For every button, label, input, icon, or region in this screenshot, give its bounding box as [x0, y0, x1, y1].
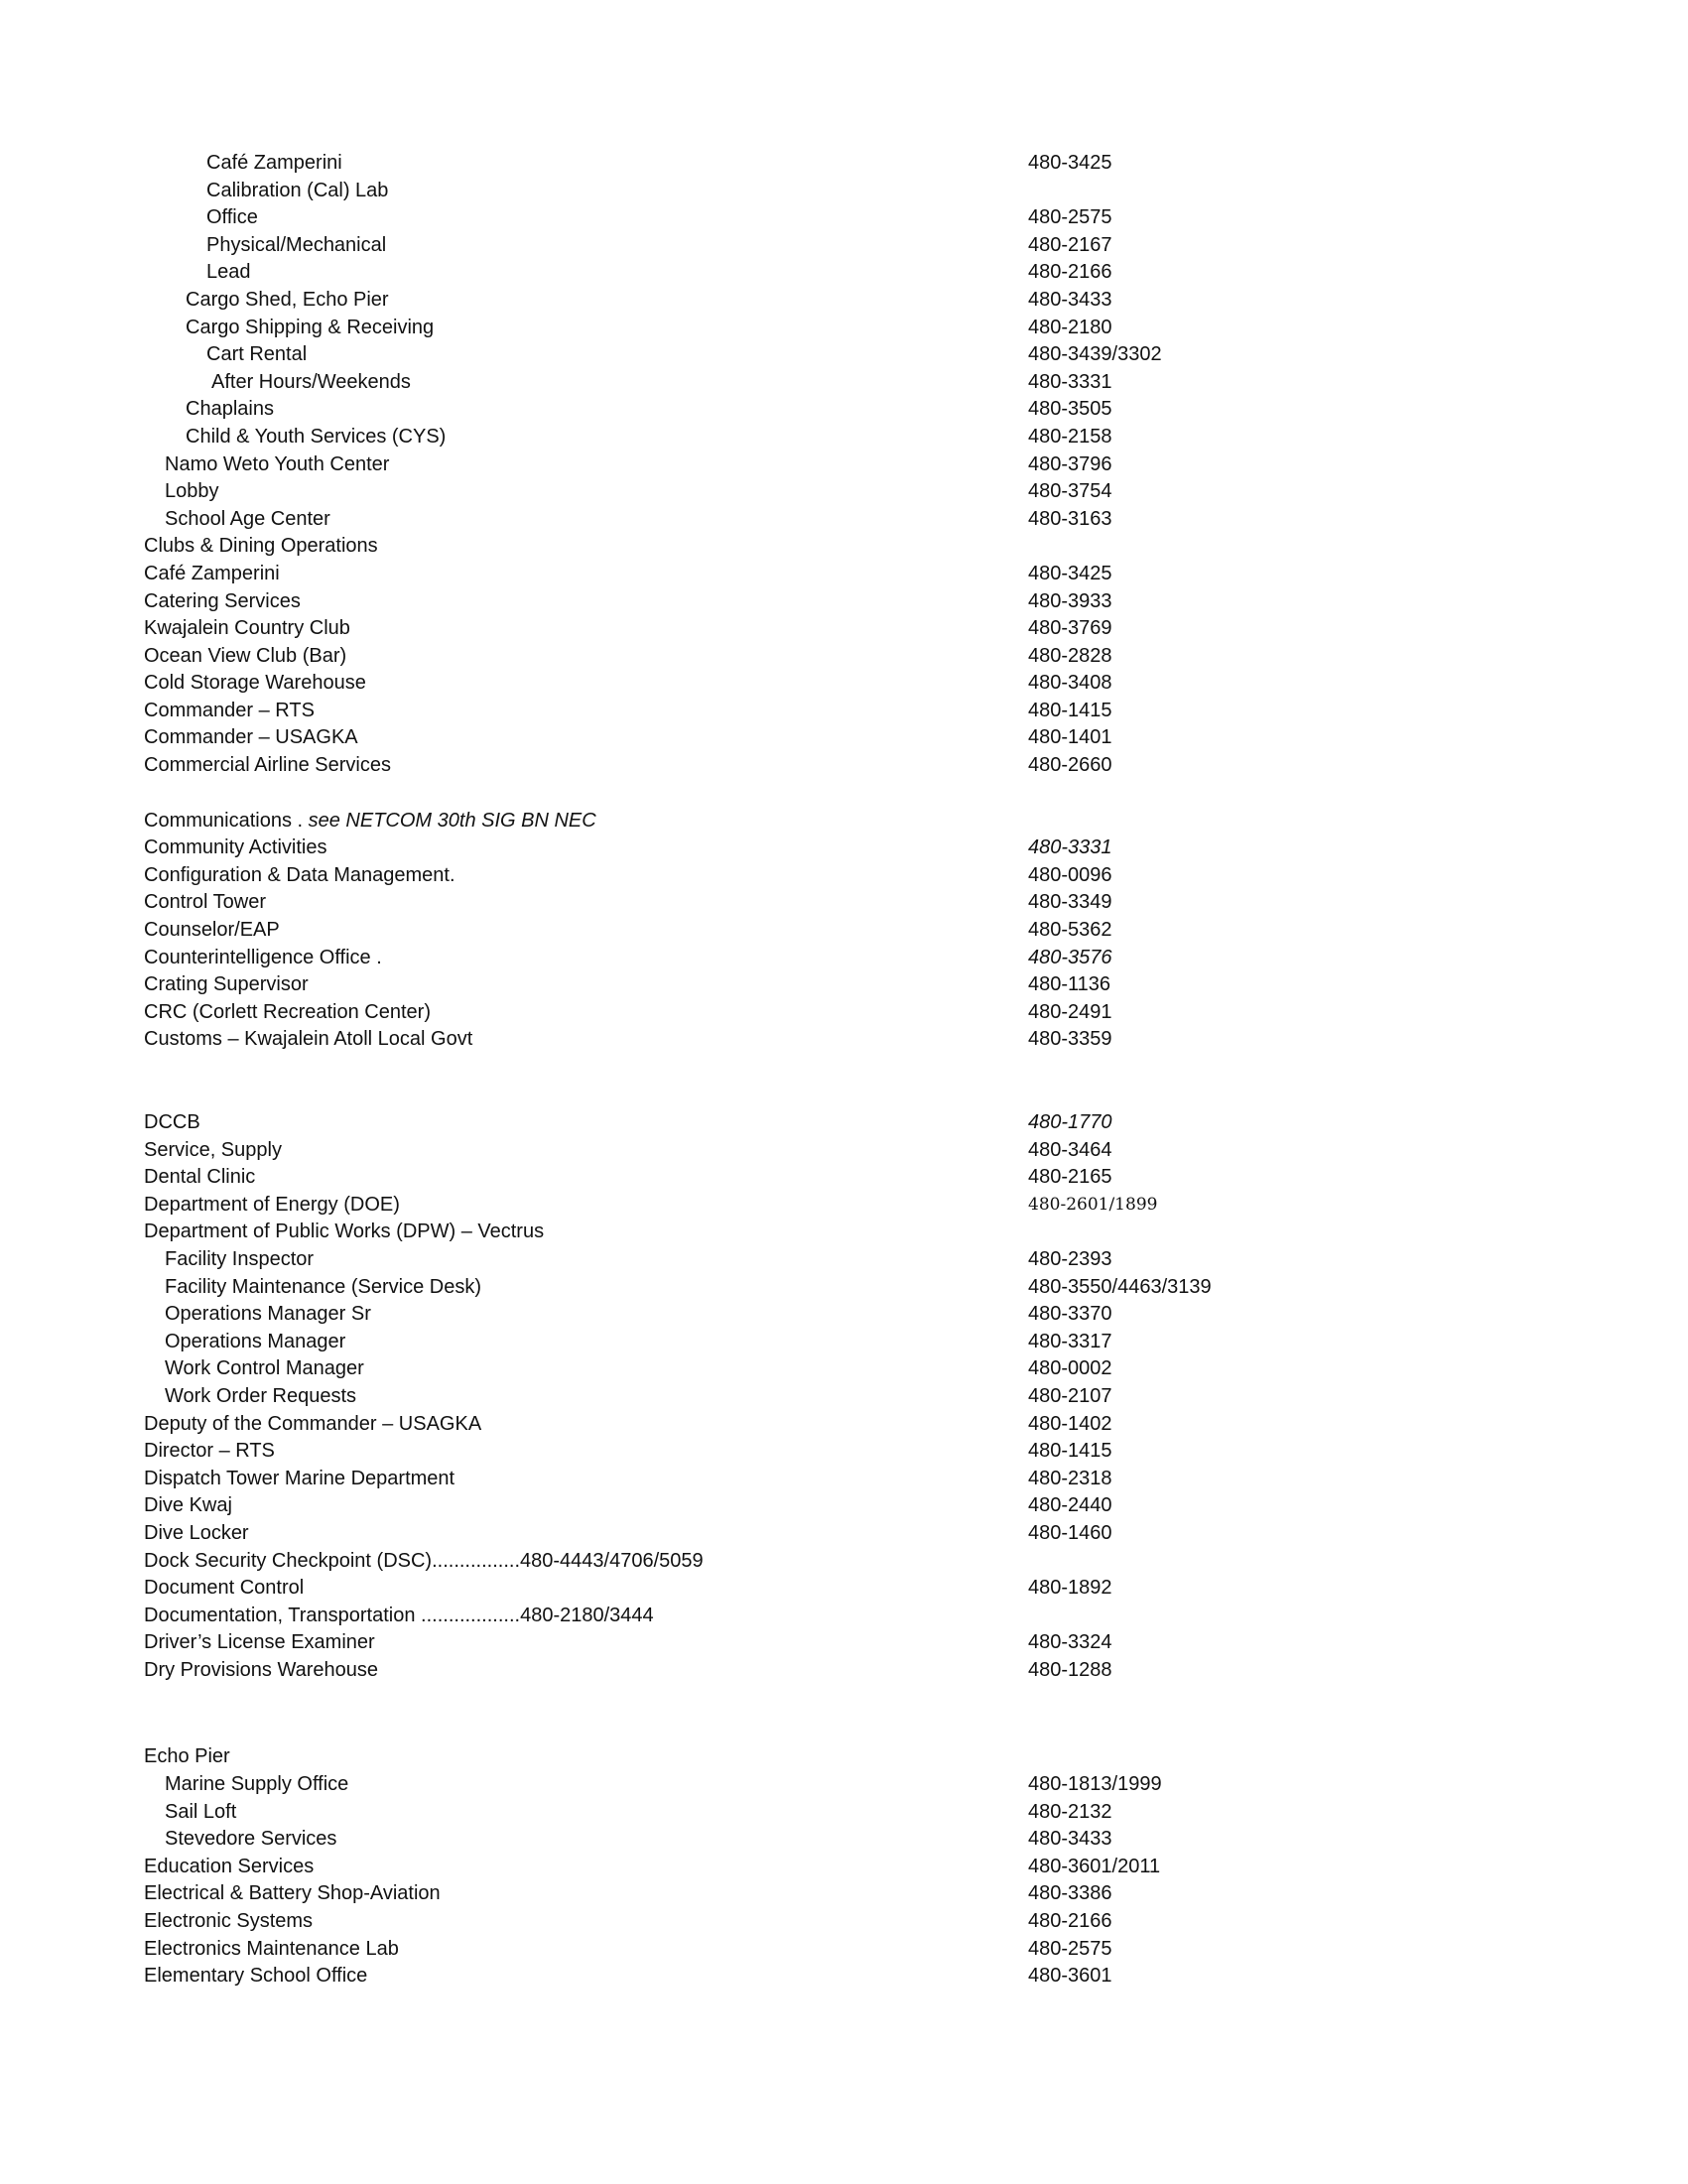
- entry-name: DCCB: [144, 1111, 200, 1133]
- list-item: [0, 259, 1688, 287]
- entry-phone: 480-3464: [1028, 1138, 1112, 1161]
- list-item: [0, 670, 1688, 698]
- entry-phone: 480-3796: [1028, 452, 1112, 475]
- entry-name: Clubs & Dining Operations: [144, 535, 378, 558]
- entry-phone: 480-3754: [1028, 480, 1112, 503]
- list-item: [0, 178, 1688, 205]
- entry-name: Customs – Kwajalein Atoll Local Govt: [144, 1028, 473, 1051]
- list-item: [0, 1109, 1688, 1137]
- entry-phone: 480-4443/4706/5059: [520, 1549, 704, 1572]
- entry-phone: 480-3370: [1028, 1303, 1112, 1326]
- entry-phone: 480-3331: [1028, 836, 1112, 859]
- list-item: [0, 1629, 1688, 1657]
- entry-phone: 480-2132: [1028, 1800, 1112, 1823]
- list-item: [0, 1963, 1688, 1991]
- entry-name: Dive Kwaj: [144, 1494, 232, 1517]
- see-reference: see NETCOM 30th SIG BN NEC: [308, 809, 596, 832]
- entry-name: Community Activities: [144, 836, 327, 859]
- entry-phone: 480-3576: [1028, 946, 1112, 968]
- entry-name: Director – RTS: [144, 1440, 275, 1463]
- list-item: [0, 1575, 1688, 1603]
- entry-name: Namo Weto Youth Center: [165, 452, 390, 475]
- entry-phone: 480-3317: [1028, 1330, 1112, 1352]
- entry-name: Dive Locker: [144, 1521, 249, 1544]
- entry-phone: 480-2180/3444: [520, 1604, 654, 1626]
- list-item: [0, 1880, 1688, 1908]
- entry-phone: 480-0096: [1028, 863, 1112, 886]
- entry-phone: 480-1136: [1028, 973, 1111, 996]
- list-item: [0, 1466, 1688, 1493]
- entry-phone: 480-2318: [1028, 1467, 1112, 1489]
- entry-name: Work Control Manager: [165, 1357, 364, 1380]
- entry-name: Cargo Shed, Echo Pier: [186, 288, 389, 311]
- entry-phone: 480-1813/1999: [1028, 1773, 1162, 1796]
- directory-list: [0, 150, 1688, 1991]
- entry-name: Counselor/EAP: [144, 919, 280, 942]
- entry-phone: 480-3163: [1028, 507, 1112, 530]
- list-item: [0, 643, 1688, 671]
- entry-name: After Hours/Weekends: [211, 370, 411, 393]
- entry-name: Operations Manager: [165, 1330, 346, 1352]
- entry-name: School Age Center: [165, 507, 330, 530]
- entry-name: Dock Security Checkpoint (DSC)................480-4443/4706/5059: [144, 1549, 704, 1572]
- entry-name: Dry Provisions Warehouse: [144, 1658, 379, 1681]
- entry-phone: 480-2165: [1028, 1166, 1112, 1189]
- list-item: [0, 1301, 1688, 1329]
- entry-name: Catering Services: [144, 589, 301, 612]
- entry-phone: 480-2167: [1028, 233, 1112, 256]
- entry-phone: 480-2828: [1028, 644, 1112, 667]
- list-item: [0, 232, 1688, 260]
- list-item: [0, 533, 1688, 561]
- entry-name: Ocean View Club (Bar): [144, 644, 347, 667]
- entry-phone: 480-1415: [1028, 699, 1112, 721]
- list-item: [0, 1026, 1688, 1054]
- entry-phone: 480-2601/1899: [1028, 1194, 1158, 1215]
- entry-name: Electronics Maintenance Lab: [144, 1937, 399, 1960]
- list-item: [0, 588, 1688, 616]
- list-item: [0, 615, 1688, 643]
- entry-phone: 480-2575: [1028, 206, 1112, 229]
- list-item: [0, 752, 1688, 780]
- entry-name: Cart Rental: [206, 343, 308, 366]
- entry-phone: 480-2166: [1028, 1910, 1112, 1933]
- list-item: [0, 1492, 1688, 1520]
- entry-name: Facility Inspector: [165, 1247, 315, 1270]
- entry-name: Department of Public Works (DPW) – Vectrus: [144, 1220, 545, 1243]
- list-item: [0, 835, 1688, 862]
- entry-phone: 480-3601: [1028, 1965, 1112, 1988]
- list-item: [0, 808, 1688, 835]
- entry-phone: 480-3933: [1028, 589, 1112, 612]
- entry-name: Electrical & Battery Shop-Aviation: [144, 1882, 441, 1905]
- entry-name: Department of Energy (DOE): [144, 1193, 400, 1216]
- entry-name: Dental Clinic: [144, 1166, 256, 1189]
- entry-phone: 480-2107: [1028, 1384, 1112, 1407]
- entry-phone: 480-2393: [1028, 1247, 1112, 1270]
- list-item: [0, 1164, 1688, 1192]
- list-item: [0, 1771, 1688, 1799]
- entry-name: Café Zamperini: [206, 152, 342, 174]
- list-item: [0, 1936, 1688, 1964]
- entry-phone: 480-3349: [1028, 891, 1112, 914]
- entry-name: Chaplains: [186, 398, 274, 421]
- entry-phone: 480-1288: [1028, 1658, 1112, 1681]
- list-item: [0, 971, 1688, 999]
- entry-phone: 480-3505: [1028, 398, 1112, 421]
- entry-name: Cargo Shipping & Receiving: [186, 316, 435, 338]
- entry-name: Lead: [206, 261, 251, 284]
- entry-name: Dispatch Tower Marine Department: [144, 1467, 455, 1489]
- entry-name: Stevedore Services: [165, 1828, 337, 1851]
- entry-name: Crating Supervisor: [144, 973, 309, 996]
- list-item: [0, 1799, 1688, 1827]
- list-item: [0, 1355, 1688, 1383]
- entry-phone: 480-3408: [1028, 672, 1112, 695]
- entry-phone: 480-2158: [1028, 425, 1112, 448]
- entry-name: Calibration (Cal) Lab: [206, 179, 389, 201]
- list-item: [0, 1743, 1688, 1771]
- entry-phone: 480-0002: [1028, 1357, 1112, 1380]
- entry-name: Control Tower: [144, 891, 267, 914]
- entry-name: Electronic Systems: [144, 1910, 314, 1933]
- entry-phone: 480-1415: [1028, 1440, 1112, 1463]
- list-item: [0, 451, 1688, 479]
- list-item: [0, 341, 1688, 369]
- list-item: [0, 424, 1688, 451]
- entry-name: Deputy of the Commander – USAGKA: [144, 1412, 482, 1435]
- list-item: [0, 1137, 1688, 1165]
- entry-name: Education Services: [144, 1855, 315, 1877]
- dot-leader: ..................: [421, 1604, 521, 1626]
- list-item: [0, 204, 1688, 232]
- list-item: [0, 1854, 1688, 1881]
- entry-phone: 480-1892: [1028, 1577, 1112, 1600]
- list-item: [0, 698, 1688, 725]
- list-item: [0, 1657, 1688, 1685]
- list-item: [0, 1219, 1688, 1246]
- entry-name: Elementary School Office: [144, 1965, 368, 1988]
- entry-name: Sail Loft: [165, 1800, 237, 1823]
- list-item: [0, 478, 1688, 506]
- entry-name: Cold Storage Warehouse: [144, 672, 366, 695]
- entry-name: Echo Pier: [144, 1745, 230, 1768]
- entry-name: Office: [206, 206, 258, 229]
- entry-name: Communications . see NETCOM 30th SIG BN NEC: [144, 809, 596, 832]
- entry-phone: 480-2440: [1028, 1494, 1112, 1517]
- entry-phone: 480-2166: [1028, 261, 1112, 284]
- entry-name: Documentation, Transportation ..................480-2180/3444: [144, 1604, 654, 1626]
- list-item: [0, 724, 1688, 752]
- list-item: [0, 1908, 1688, 1936]
- entry-name: Commercial Airline Services: [144, 754, 391, 777]
- entry-name: Commander – RTS: [144, 699, 315, 721]
- list-item: [0, 1274, 1688, 1302]
- list-item: [0, 889, 1688, 917]
- entry-phone: 480-1460: [1028, 1521, 1112, 1544]
- list-item: [0, 287, 1688, 315]
- entry-phone: 480-3425: [1028, 562, 1112, 584]
- entry-name: Counterintelligence Office .: [144, 946, 382, 968]
- list-item: [0, 945, 1688, 972]
- entry-name: Operations Manager Sr: [165, 1303, 371, 1326]
- entry-name: Work Order Requests: [165, 1384, 357, 1407]
- entry-phone: 480-3386: [1028, 1882, 1112, 1905]
- entry-name: Kwajalein Country Club: [144, 617, 350, 640]
- entry-name: Physical/Mechanical: [206, 233, 387, 256]
- entry-phone: 480-3433: [1028, 1828, 1112, 1851]
- entry-name: Lobby: [165, 480, 219, 503]
- entry-name: Service, Supply: [144, 1138, 282, 1161]
- entry-name: Configuration & Data Management.: [144, 863, 455, 886]
- entry-phone: 480-2180: [1028, 316, 1112, 338]
- entry-phone: 480-3425: [1028, 152, 1112, 174]
- list-item: [0, 1329, 1688, 1356]
- dot-leader: ................: [432, 1549, 520, 1572]
- list-item: [0, 999, 1688, 1027]
- entry-phone: 480-3769: [1028, 617, 1112, 640]
- list-item: [0, 917, 1688, 945]
- entry-name: Facility Maintenance (Service Desk): [165, 1275, 481, 1298]
- list-item: [0, 1383, 1688, 1411]
- list-item: [0, 369, 1688, 397]
- entry-phone: 480-2491: [1028, 1000, 1112, 1023]
- entry-phone: 480-2660: [1028, 754, 1112, 777]
- list-item: [0, 1520, 1688, 1548]
- list-item: [0, 1438, 1688, 1466]
- list-item: [0, 150, 1688, 178]
- list-item: [0, 1192, 1688, 1220]
- entry-phone: 480-3359: [1028, 1028, 1112, 1051]
- list-item: [0, 1826, 1688, 1854]
- list-item: [0, 315, 1688, 342]
- list-item: [0, 506, 1688, 534]
- entry-name: Child & Youth Services (CYS): [186, 425, 447, 448]
- list-item: [0, 862, 1688, 890]
- entry-phone: 480-1401: [1028, 726, 1112, 749]
- entry-name: Café Zamperini: [144, 562, 280, 584]
- entry-phone: 480-3433: [1028, 288, 1112, 311]
- list-item: [0, 1548, 1688, 1576]
- entry-name: Commander – USAGKA: [144, 726, 358, 749]
- entry-name: Document Control: [144, 1577, 305, 1600]
- entry-phone: 480-3439/3302: [1028, 343, 1162, 366]
- entry-phone: 480-3601/2011: [1028, 1855, 1161, 1877]
- entry-name: CRC (Corlett Recreation Center): [144, 1000, 431, 1023]
- entry-name: Driver’s License Examiner: [144, 1631, 375, 1654]
- entry-phone: 480-1770: [1028, 1111, 1112, 1133]
- list-item: [0, 396, 1688, 424]
- list-item: [0, 561, 1688, 588]
- list-item: [0, 1246, 1688, 1274]
- list-item: [0, 1603, 1688, 1630]
- list-item: [0, 1411, 1688, 1439]
- entry-phone: 480-2575: [1028, 1937, 1112, 1960]
- entry-name: Marine Supply Office: [165, 1773, 349, 1796]
- entry-phone: 480-1402: [1028, 1412, 1112, 1435]
- entry-phone: 480-3550/4463/3139: [1028, 1275, 1212, 1298]
- entry-phone: 480-5362: [1028, 919, 1112, 942]
- entry-phone: 480-3331: [1028, 370, 1112, 393]
- entry-phone: 480-3324: [1028, 1631, 1112, 1654]
